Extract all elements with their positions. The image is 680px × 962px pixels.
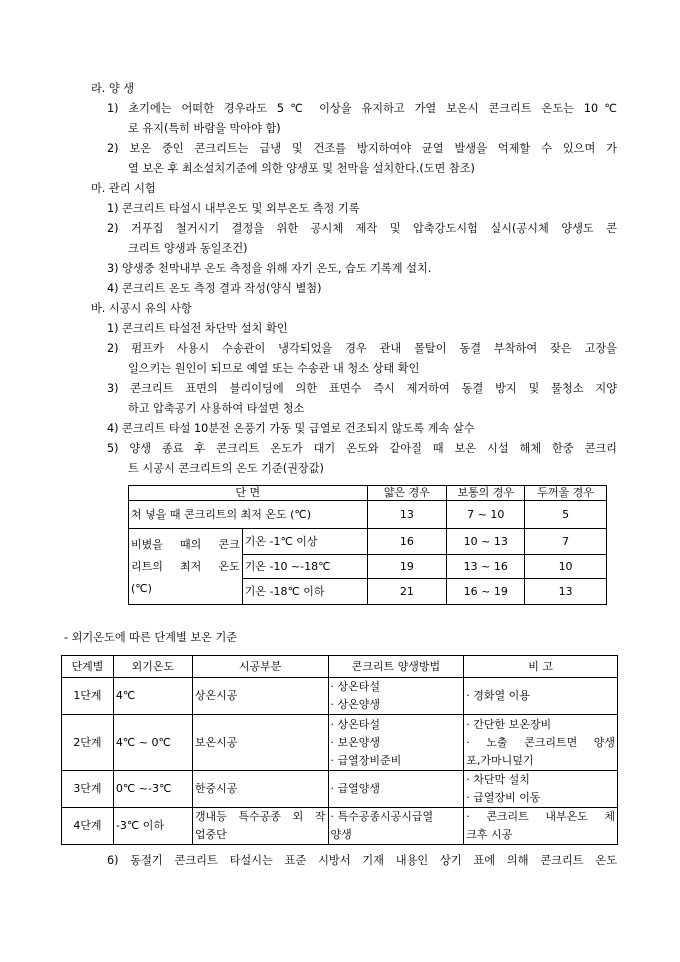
stage-method-line: · 상온양생 — [330, 698, 381, 711]
stage-method — [328, 715, 464, 771]
ba-item5-line1: 5) 양생 종료 후 콘크리트 온도가 대기 온도와 같아질 때 보온 시설 해체 한중 콘크리 — [107, 442, 617, 455]
temp-cell: 16 ~ 19 — [447, 579, 525, 605]
table-row — [129, 529, 607, 555]
stage-part — [192, 771, 328, 808]
ba-item3-line1: 3) 콘크리트 표면의 블리이딩에 의한 표면수 즉시 제거하여 동결 방지 및 물청소 지양 — [107, 382, 617, 395]
stage-table-header — [62, 656, 618, 678]
ra-item1-line2: 로 유지(특히 바람을 막아야 함) — [128, 122, 281, 135]
stage-table — [61, 655, 618, 845]
temp-cell: 7 ~ 10 — [447, 501, 525, 529]
stage-part-line: 보온시공 — [194, 735, 238, 749]
stage-caption: - 외기온도에 따른 단계별 보온 기준 — [64, 631, 238, 644]
temp-cell: 19 — [367, 555, 447, 579]
temp-cond: 기온 -1℃ 이상 — [242, 529, 367, 555]
stage-note — [464, 771, 618, 808]
temp-header-normal: 보통의 경우 — [447, 486, 525, 501]
table-row — [62, 771, 618, 808]
temp-header-thin: 얇은 경우 — [367, 486, 447, 501]
stage-method-line: · 특수공종시공시급열 — [330, 810, 434, 823]
stage-method — [328, 771, 464, 808]
stage-temp: 0℃ ~-3℃ — [113, 771, 192, 808]
stage-method-line: · 급열장비준비 — [330, 753, 402, 767]
ba-item3-line2: 하고 압축공기 사용하여 타설면 청소 — [128, 402, 305, 415]
ba-item2-line2: 일으키는 원인이 되므로 예열 또는 수송관 내 청소 상태 확인 — [128, 362, 420, 375]
stage-header-part: 시공부분 — [192, 656, 328, 678]
ma-item3: 3) 양생중 천막내부 온도 측정을 위해 자기 온도, 습도 기록계 설치. — [107, 262, 432, 275]
ba-item5-line2: 트 시공시 콘크리트의 온도 기준(권장값) — [128, 462, 324, 475]
ra-item1-line1: 1) 초기에는 어떠한 경우라도 5℃ 이상을 유지하고 가열 보온시 콘크리트 온도는 10℃ — [107, 102, 617, 115]
ra-item2-line2: 열 보온 후 최소설치기준에 의한 양생포 및 천막을 설치한다.(도면 참조) — [128, 162, 475, 175]
stage-temp: -3℃ 이하 — [113, 808, 192, 845]
ba-item1: 1) 콘크리트 타설전 차단막 설치 확인 — [107, 322, 288, 335]
temp-cell: 13 — [525, 579, 607, 605]
table-row — [129, 501, 607, 529]
temp-cell: 10 — [525, 555, 607, 579]
temp-cell: 5 — [525, 501, 607, 529]
section-ra-heading: 라. 양 생 — [91, 82, 135, 95]
temp-table — [128, 485, 607, 605]
section-ba-heading: 바. 시공시 유의 사항 — [91, 302, 192, 315]
temp-header-thick: 두꺼울 경우 — [525, 486, 607, 501]
stage-part-line: 갱내등 특수공종 외 작 — [194, 810, 326, 823]
stage-note-line: · 급열장비 이동 — [466, 791, 541, 804]
stage-method-line: 양생 — [330, 828, 352, 841]
stage-method-line: · 보온양생 — [330, 735, 381, 749]
stage-part — [192, 808, 328, 845]
table-row — [62, 808, 618, 845]
stage-header-method: 콘크리트 양생방법 — [328, 656, 464, 678]
temp-header-section: 단 면 — [129, 486, 368, 501]
temp-cell: 13 — [367, 501, 447, 529]
temp-group-label-line: 리트의 최저 온도 — [131, 559, 240, 573]
temp-cell: 21 — [367, 579, 447, 605]
ba-item4: 4) 콘크리트 타설 10분전 온풍기 가동 및 급열로 건조되지 않도록 계속 살수 — [107, 422, 475, 435]
temp-group-label-line: 비볐을 때의 콘크 — [131, 537, 240, 551]
ma-item1: 1) 콘크리트 타설시 내부온도 및 외부온도 측정 기록 — [107, 202, 360, 215]
stage-part-line: 상온시공 — [194, 689, 238, 702]
ba-item6: 6) 동절기 콘크리트 타설시는 표준 시방서 기재 내용인 상기 표에 의해 콘크리트 온도 — [107, 854, 617, 867]
stage-method — [328, 678, 464, 715]
stage-part-line: 한중시공 — [194, 782, 238, 795]
stage-cell: 4단계 — [62, 808, 114, 845]
stage-note — [464, 678, 618, 715]
stage-part — [192, 678, 328, 715]
stage-header-temp: 외기온도 — [113, 656, 192, 678]
stage-note-line: · 경화열 이용 — [466, 689, 530, 702]
ma-item2-line1: 2) 거푸집 철거시기 결정을 위한 공시체 제작 및 압축강도시험 실시(공시체 양생도 콘 — [107, 222, 617, 235]
stage-method-line: · 상온타설 — [330, 717, 381, 731]
stage-note-line: 포,가마니덮기 — [466, 753, 534, 767]
temp-cell: 10 ~ 13 — [447, 529, 525, 555]
stage-note-line: · 간단한 보온장비 — [466, 717, 552, 731]
temp-cell: 13 ~ 16 — [447, 555, 525, 579]
table-row — [62, 678, 618, 715]
section-ma-heading: 마. 관리 시험 — [91, 182, 156, 195]
stage-cell: 3단계 — [62, 771, 114, 808]
ra-item2-line1: 2) 보온 중인 콘크리트는 급냉 및 건조를 방지하여야 균열 발생을 억제할 수 있으며 가 — [107, 142, 617, 155]
temp-group-label — [129, 529, 243, 605]
temp-cell: 7 — [525, 529, 607, 555]
stage-method-line: · 급열양생 — [330, 782, 381, 795]
stage-note-line: · 콘크리트 내부온도 체 — [466, 810, 615, 823]
stage-cell: 1단계 — [62, 678, 114, 715]
stage-cell: 2단계 — [62, 715, 114, 771]
stage-temp: 4℃ — [113, 678, 192, 715]
stage-note — [464, 715, 618, 771]
stage-temp: 4℃ ~ 0℃ — [113, 715, 192, 771]
temp-group-label-line: (℃) — [131, 581, 152, 595]
temp-table-header — [129, 486, 607, 501]
stage-header-stage: 단계별 — [62, 656, 114, 678]
ba-item2-line1: 2) 펌프카 사용시 수송관이 냉각되었을 경우 관내 몰탈이 동결 부착하여 잦은 고장을 — [107, 342, 617, 355]
temp-cell: 16 — [367, 529, 447, 555]
stage-note — [464, 808, 618, 845]
temp-cond: 기온 -18℃ 이하 — [242, 579, 367, 605]
stage-note-line: · 노출 콘크리트면 양생 — [466, 735, 615, 749]
table-row — [62, 715, 618, 771]
stage-part — [192, 715, 328, 771]
temp-cond: 기온 -10 ~-18℃ — [242, 555, 367, 579]
temp-row1-label: 쳐 넣을 때 콘크리트의 최저 온도 (℃) — [129, 501, 368, 529]
stage-method-line: · 상온타설 — [330, 680, 381, 693]
stage-note-line: · 차단막 설치 — [466, 773, 530, 786]
stage-method — [328, 808, 464, 845]
stage-header-note: 비 고 — [464, 656, 618, 678]
ma-item4: 4) 콘크리트 온도 측정 결과 작성(양식 별첨) — [107, 282, 322, 295]
ma-item2-line2: 크리트 양생과 동일조건) — [128, 242, 248, 255]
stage-part-line: 업중단 — [194, 828, 227, 841]
stage-note-line: 크후 시공 — [466, 828, 513, 841]
